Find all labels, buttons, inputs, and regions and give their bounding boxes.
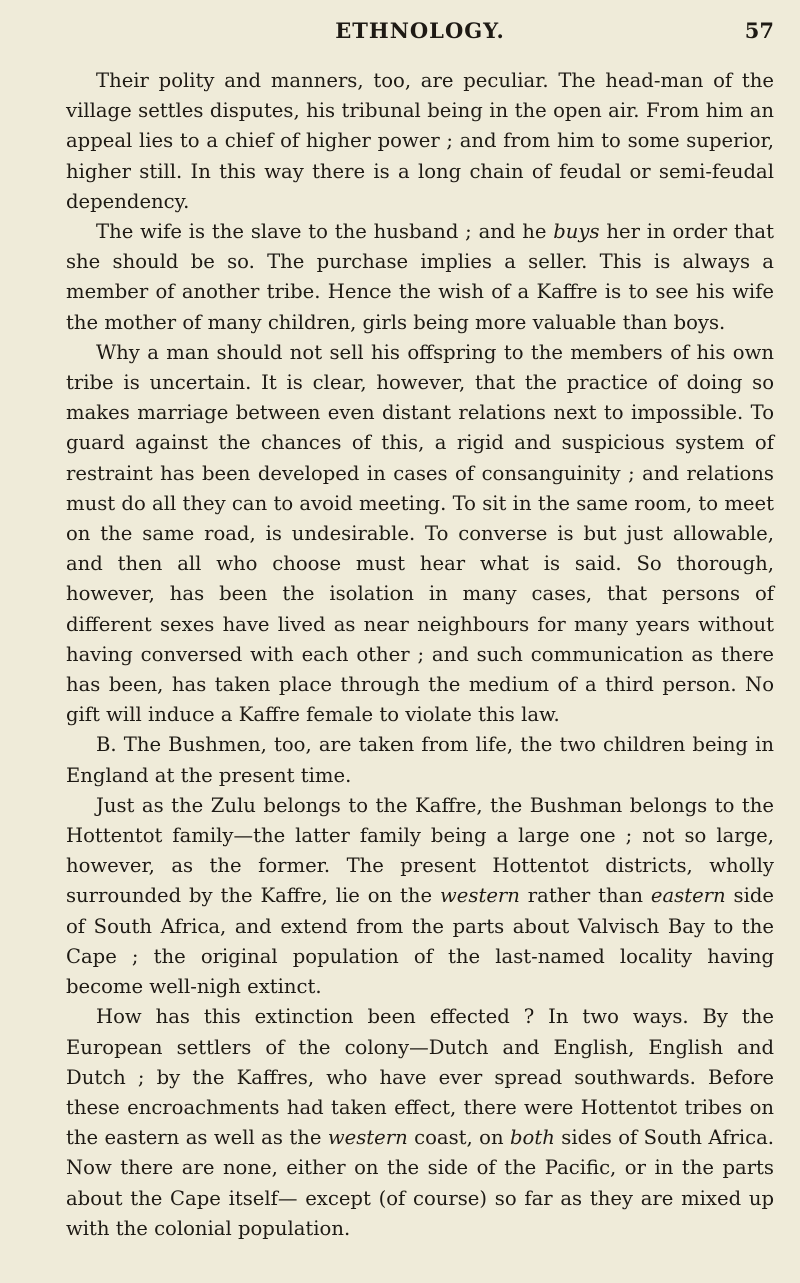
italic-text: western	[440, 884, 520, 908]
body-text	[66, 66, 774, 1244]
text-run: sides of South Africa. Now there are none, either on the side of the Pacific, or in the parts about the Cape itself— except (of course) so far as they are mixed up with the colonial population.	[66, 1126, 774, 1240]
italic-text: both	[510, 1126, 555, 1150]
paragraph	[66, 1002, 774, 1244]
text-run: B. The Bushmen, too, are taken from life, the two children being in England at the present time.	[66, 733, 774, 787]
text-run: coast, on	[407, 1126, 511, 1150]
text-run: her in order that she should be so. The purchase implies a seller. This is always a member of another tribe. Hence the wish of a Kaffre is to see his wife the mother of many children, girls being more valuable than boys.	[66, 220, 774, 334]
text-run: rather than	[519, 884, 651, 908]
paragraph	[66, 338, 774, 731]
text-run: side of South Africa, and extend from the parts about Valvisch Bay to the Cape ; the original population of the last-named locality having become well-nigh extinct.	[66, 884, 774, 999]
paragraph	[66, 791, 774, 1002]
text-run: Their polity and manners, too, are peculiar. The head-man of the village settles disputes, his tribunal being in the open air. From him an appeal lies to a chief of higher power ; and from him to some superior, higher still. In this way there is a long chain of feudal or semi-feudal dependency.	[66, 69, 774, 213]
paragraph	[66, 730, 774, 790]
text-run: The wife is the slave to the husband ; and he	[96, 220, 554, 244]
text-run: How has this extinction been effected ? In two ways. By the European settlers of the colony—Dutch and English, English and Dutch ; by the Kaffres, who have ever spread southwards. Before these encroachments had taken effect, there were Hottentot tribes on the eastern as well as the	[66, 1005, 774, 1150]
page-number: 57	[744, 18, 774, 43]
running-head: ETHNOLOGY.	[335, 18, 505, 43]
italic-text: buys	[553, 220, 600, 244]
text-run: Just as the Zulu belongs to the Kaffre, the Bushman belongs to the Hottentot family—the latter family being a large one ; not so large, however, as the former. The present Hottentot districts, wholly surrounded by the Kaffre, lie on the	[66, 793, 774, 908]
paragraph	[66, 217, 774, 338]
text-run: Why a man should not sell his offspring to the members of his own tribe is uncertain. It is clear, however, that the practice of doing so makes marriage between even distant relations next to impossible. To guard against the chances of this, a rigid and suspicious system of restraint has been developed in cases of consanguinity ; and relations must do all they can to avoid meeting. To sit in the same room, to meet on the same road, is undesirable. To converse is but just allowable, and then all who choose must hear what is said. So thorough, however, has been the isolation in many cases, that persons of different sexes have lived as near neighbours for many years without having conversed with each other ; and such communication as there has been, has taken place through the medium of a third person. No gift will induce a Kaffre female to violate this law.	[66, 340, 774, 727]
italic-text: eastern	[650, 884, 726, 908]
page-header	[66, 18, 774, 52]
italic-text: western	[327, 1126, 408, 1150]
paragraph	[66, 66, 774, 217]
